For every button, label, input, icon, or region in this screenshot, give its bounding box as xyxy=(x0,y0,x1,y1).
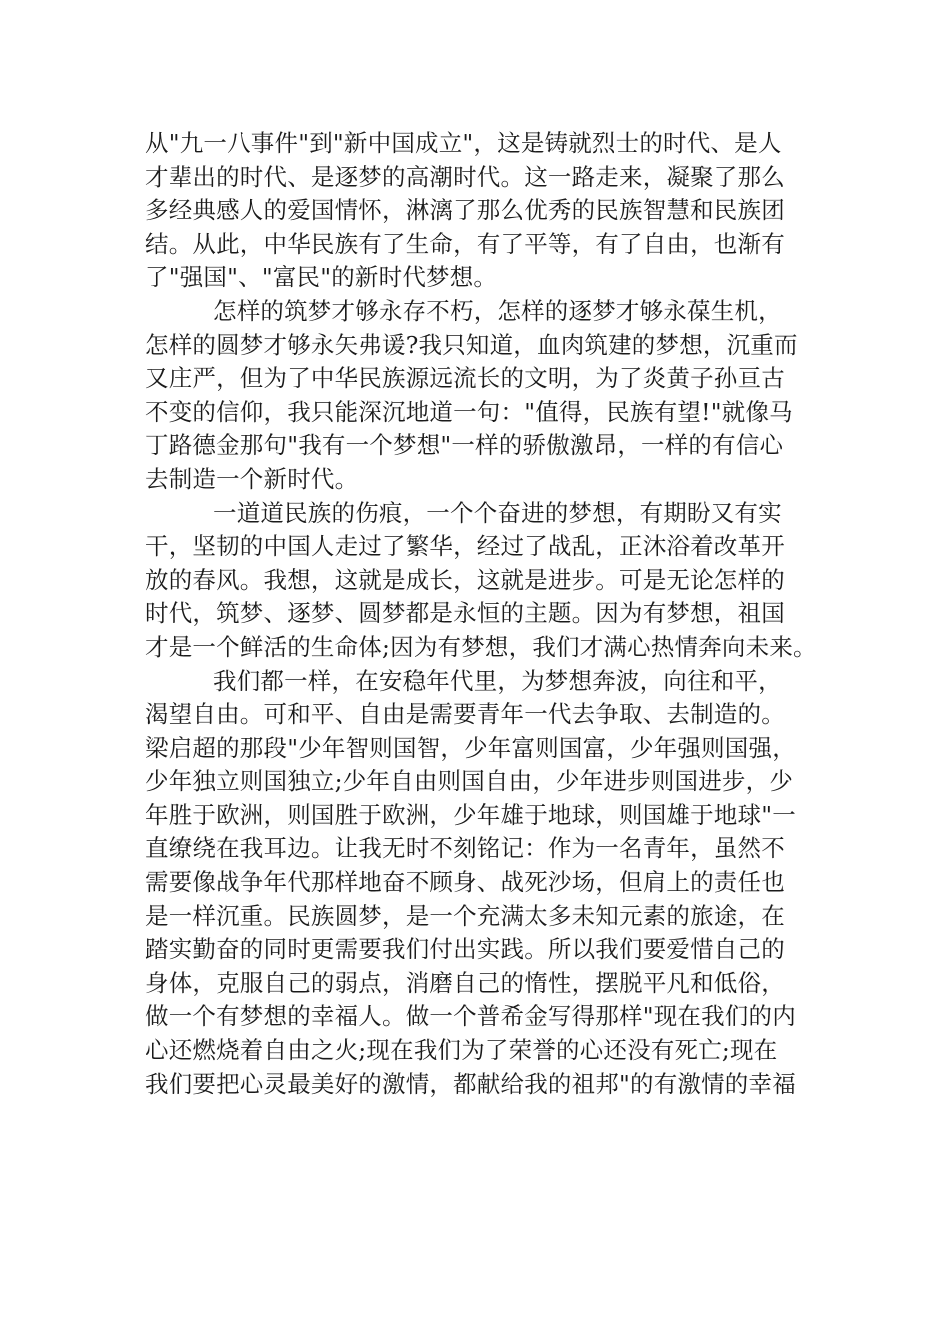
text-line: 一道道民族的伤痕，一个个奋进的梦想，有期盼又有实 xyxy=(213,498,782,527)
text-line: 我们都一样，在安稳年代里，为梦想奔波，向往和平， xyxy=(213,666,782,695)
text-line: 了"强国"、"富民"的新时代梦想。 xyxy=(145,263,498,292)
text-line: 从"九一八事件"到"新中国成立"，这是铸就烈士的时代、是人 xyxy=(145,129,782,157)
body-text xyxy=(145,127,825,1101)
text-line: 丁路德金那句"我有一个梦想"一样的骄傲激昂，一样的有信心 xyxy=(145,431,784,460)
text-line: 需要像战争年代那样地奋不顾身、战死沙场，但肩上的责任也 xyxy=(145,868,785,897)
text-line: 干，坚韧的中国人走过了繁华，经过了战乱，正沐浴着改革开 xyxy=(145,532,785,561)
text-line: 多经典感人的爱国情怀，淋漓了那么优秀的民族智慧和民族团 xyxy=(145,196,785,225)
text-line: 怎样的圆梦才够永矢弗谖?我只知道，血肉筑建的梦想，沉重而 xyxy=(145,330,798,359)
text-line: 放的春风。我想，这就是成长，这就是进步。可是无论怎样的 xyxy=(145,565,785,594)
text-line: 直缭绕在我耳边。让我无时不刻铭记：作为一名青年，虽然不 xyxy=(145,834,785,863)
text-line: 才辈出的时代、是逐梦的高潮时代。这一路走来，凝聚了那么 xyxy=(145,162,785,191)
text-line: 结。从此，中华民族有了生命，有了平等，有了自由，也渐有 xyxy=(145,229,785,258)
text-line: 我们要把心灵最美好的激情，都献给我的祖邦"的有激情的幸福 xyxy=(145,1069,796,1098)
text-line: 年胜于欧洲，则国胜于欧洲，少年雄于地球，则国雄于地球"一 xyxy=(145,800,796,829)
text-line: 少年独立则国独立;少年自由则国自由，少年进步则国进步，少 xyxy=(145,767,794,796)
text-line: 做一个有梦想的幸福人。做一个普希金写得那样"现在我们的内 xyxy=(145,1002,796,1031)
text-line: 又庄严，但为了中华民族源远流长的文明，为了炎黄子孙亘古 xyxy=(145,364,785,393)
text-line: 去制造一个新时代。 xyxy=(145,464,359,493)
text-line: 踏实勤奋的同时更需要我们付出实践。所以我们要爱惜自己的 xyxy=(145,935,785,964)
text-line: 心还燃烧着自由之火;现在我们为了荣誉的心还没有死亡;现在 xyxy=(145,1036,778,1065)
text-line: 不变的信仰，我只能深沉地道一句："值得，民族有望!"就像马 xyxy=(145,397,793,426)
text-line: 怎样的筑梦才够永存不朽，怎样的逐梦才够永葆生机， xyxy=(213,296,782,325)
text-line: 身体，克服自己的弱点，消磨自己的惰性，摆脱平凡和低俗， xyxy=(145,968,785,997)
text-line: 才是一个鲜活的生命体;因为有梦想，我们才满心热情奔向未来。 xyxy=(145,632,817,661)
text-line: 时代，筑梦、逐梦、圆梦都是永恒的主题。因为有梦想，祖国 xyxy=(145,599,785,628)
text-line: 是一样沉重。民族圆梦，是一个充满太多未知元素的旅途，在 xyxy=(145,901,785,930)
text-line: 渴望自由。可和平、自由是需要青年一代去争取、去制造的。 xyxy=(145,700,785,729)
text-line: 梁启超的那段"少年智则国智，少年富则国富，少年强则国强， xyxy=(145,733,796,762)
